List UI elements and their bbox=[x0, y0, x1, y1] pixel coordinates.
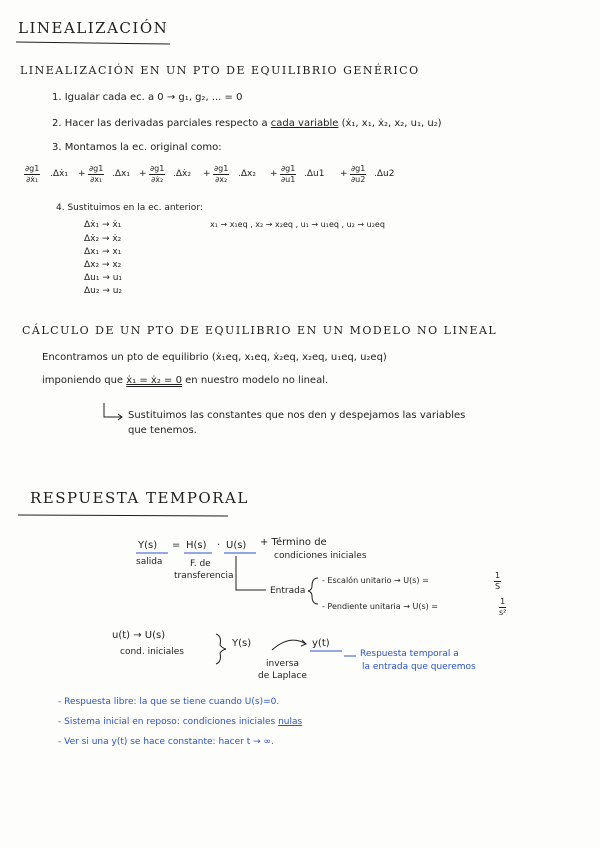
step-1: 1. Igualar cada ec. a 0 → g₁, g₂, ... = 0 bbox=[52, 92, 243, 103]
term-3: .Δẋ₂ bbox=[173, 169, 191, 179]
fdt-label-1: F. de bbox=[190, 559, 211, 569]
eq-substitutions: x₁ → x₁eq , x₂ → x₂eq , u₁ → u₁eq , u₂ → u₂eq bbox=[210, 220, 385, 229]
note-item: - Ver si una y(t) se hace constante: hacer t → ∞. bbox=[58, 737, 274, 747]
frac-5: $\frac{\partial g1}{\partial u1}$ bbox=[281, 164, 296, 184]
sub-item: Δx₁ → x₁ bbox=[84, 247, 122, 257]
frac-1: $\frac{\partial g1}{\text{∂ẋ₁}}$ bbox=[25, 164, 40, 184]
section2-heading: CÁLCULO DE UN PTO DE EQUILIBRIO EN UN MODELO NO LINEAL bbox=[22, 324, 498, 337]
step-2-underlined: cada variable bbox=[270, 118, 339, 129]
dot-sign: · bbox=[217, 540, 221, 551]
step-3: 3. Montamos la ec. original como: bbox=[52, 142, 222, 153]
step-2-prefix: 2. Hacer las derivadas parciales respecto a bbox=[52, 118, 268, 129]
note-item-underlined: nulas bbox=[278, 717, 303, 727]
salida-label: salida bbox=[136, 557, 163, 567]
section1-heading: LINEALIZACIÓN EN UN PTO DE EQUILIBRIO GENÉRICO bbox=[20, 64, 420, 77]
frac-6: $\frac{\partial g1}{\partial u2}$ bbox=[351, 164, 366, 184]
y-of-t: y(t) bbox=[312, 638, 330, 649]
step-4: 4. Sustituimos en la ec. anterior: bbox=[56, 203, 203, 213]
equals-sign: = bbox=[172, 540, 181, 551]
cond-brace bbox=[216, 634, 226, 664]
respuesta-label-1: Respuesta temporal a bbox=[360, 649, 459, 659]
entrada-label: Entrada bbox=[270, 586, 306, 596]
initial-conditions-term-2: condiciones iniciales bbox=[274, 551, 367, 561]
plus-2: + bbox=[139, 169, 147, 179]
term-1: .Δẋ₁ bbox=[50, 169, 68, 179]
sub-item: Δx₂ → x₂ bbox=[84, 260, 122, 270]
u-of-s: U(s) bbox=[226, 540, 247, 551]
line2-suffix: en nuestro modelo no lineal. bbox=[185, 375, 329, 386]
y-of-s: Y(s) bbox=[138, 540, 158, 551]
fdt-label-2: transferencia bbox=[174, 571, 234, 581]
y-of-s-2: Y(s) bbox=[232, 638, 252, 649]
plus-4: + bbox=[270, 169, 278, 179]
plus-1: + bbox=[78, 169, 86, 179]
page-title: LINEALIZACIÓN bbox=[18, 19, 169, 37]
term-5: .Δu1 bbox=[304, 169, 325, 179]
term-2: .Δx₁ bbox=[112, 169, 130, 179]
title-underline bbox=[16, 42, 170, 44]
section2-note-line2: que tenemos. bbox=[128, 425, 197, 436]
term-6: .Δu2 bbox=[374, 169, 395, 179]
term-4: .Δx₂ bbox=[238, 169, 256, 179]
pendiente-line: - Pendiente unitaria → U(s) = bbox=[322, 602, 438, 611]
sub-item: Δu₁ → u₁ bbox=[84, 273, 123, 283]
frac-4: $\frac{\partial g1}{\text{∂x₂}}$ bbox=[214, 164, 229, 184]
h-of-s: H(s) bbox=[186, 540, 207, 551]
entrada-brace bbox=[308, 578, 318, 604]
plus-5: + bbox=[340, 169, 348, 179]
sub-item: Δu₂ → u₂ bbox=[84, 286, 123, 296]
section3-underline bbox=[18, 515, 228, 516]
frac-2: $\frac{\partial g1}{\text{∂x₁}}$ bbox=[89, 164, 104, 184]
entrada-connector bbox=[236, 556, 266, 590]
sub-item: Δẋ₁ → ẋ₁ bbox=[84, 220, 122, 230]
section2-line1: Encontramos un pto de equilibrio (ẋ₁eq, x₁eq, ẋ₂eq, x₂eq, u₁eq, u₂eq) bbox=[42, 352, 387, 363]
plus-3: + bbox=[203, 169, 211, 179]
section2-note-line1: Sustituimos las constantes que nos den y despejamos las variables bbox=[128, 410, 466, 421]
note-item-text: - Sistema inicial en reposo: condiciones iniciales bbox=[58, 717, 276, 727]
note-item: - Respuesta libre: la que se tiene cuando U(s)=0. bbox=[58, 697, 280, 707]
initial-conditions-term: + Término de bbox=[260, 537, 327, 548]
pendiente-frac: $\frac{1}{\text{s²}}$ bbox=[499, 597, 507, 617]
laplace-arrow-icon bbox=[272, 640, 306, 650]
cond-iniciales: cond. iniciales bbox=[120, 647, 184, 657]
u-of-t: u(t) → U(s) bbox=[112, 630, 166, 641]
line2-condition: ẋ₁ = ẋ₂ = 0 bbox=[126, 375, 182, 386]
step-2-vars: (ẋ₁, x₁, ẋ₂, x₂, u₁, u₂) bbox=[341, 118, 442, 129]
frac-3: $\frac{\partial g1}{\text{∂ẋ₂}}$ bbox=[150, 164, 165, 184]
inversa-label-2: de Laplace bbox=[258, 671, 307, 681]
line2-prefix: imponiendo que bbox=[42, 375, 124, 386]
inversa-label-1: inversa bbox=[266, 659, 299, 669]
sub-item: Δẋ₂ → ẋ₂ bbox=[84, 234, 122, 244]
section3-heading: RESPUESTA TEMPORAL bbox=[30, 489, 249, 507]
respuesta-label-2: la entrada que queremos bbox=[362, 662, 476, 672]
escalon-frac: $\frac{1}{S}$ bbox=[495, 571, 501, 591]
escalon-line: - Escalón unitario → U(s) = bbox=[322, 576, 429, 585]
